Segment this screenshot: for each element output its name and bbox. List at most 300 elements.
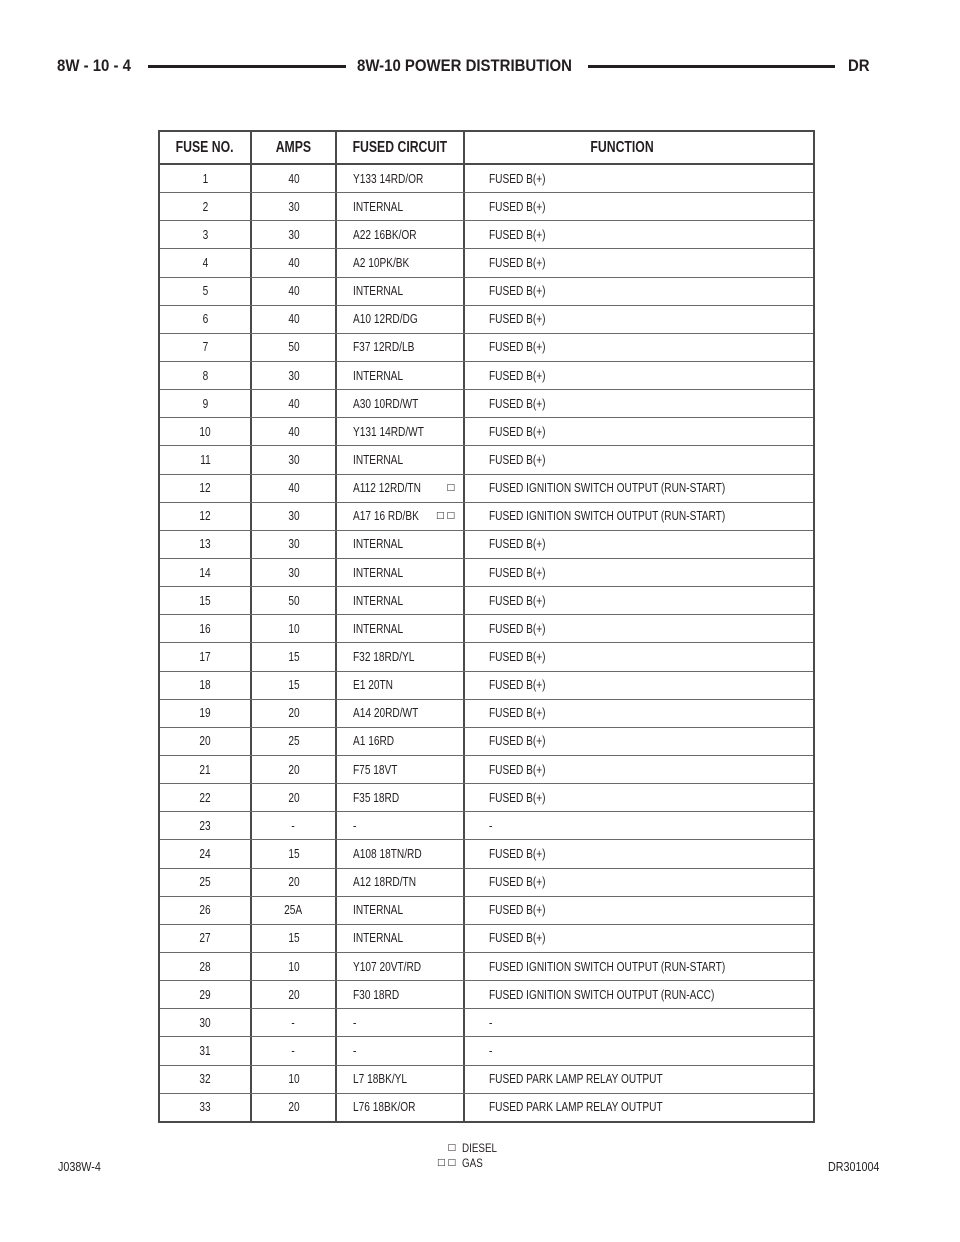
fuse-no-text: 9 [202,396,208,411]
table-row [160,305,813,333]
fused-circuit-text: A112 12RD/TN [353,481,421,496]
function-cell [463,1094,813,1121]
function-text: FUSED B(+) [489,706,546,721]
fused-circuit-cell [335,953,463,980]
column-header-fused-circuit [335,132,463,163]
fused-circuit-text: L76 18BK/OR [353,1100,416,1115]
amps-text: 20 [287,762,300,777]
fuse-no-text: 21 [199,762,211,777]
amps-text: 10 [287,959,300,974]
table-row [160,896,813,924]
fuse-no-text: 2 [202,199,208,214]
fuse-no-cell [160,756,250,783]
fuse-no-text: 11 [199,452,211,467]
amps-cell [250,700,335,727]
amps-cell [250,784,335,811]
function-cell [463,587,813,614]
fused-circuit-cell [335,897,463,924]
fuse-no-cell [160,221,250,248]
function-text: FUSED B(+) [489,565,546,580]
fused-circuit-text: F35 18RD [353,790,400,805]
fuse-no-cell [160,925,250,952]
function-text: FUSED B(+) [489,734,546,749]
fuse-no-cell [160,559,250,586]
function-text: FUSED B(+) [489,875,546,890]
amps-text: 50 [287,593,300,608]
fuse-no-text: 12 [199,481,211,496]
legend-marker: □□ [436,1157,458,1168]
table-row [160,558,813,586]
function-cell [463,981,813,1008]
fuse-no-text: 23 [199,818,211,833]
function-text: FUSED B(+) [489,790,546,805]
fuse-no-cell [160,953,250,980]
amps-cell [250,221,335,248]
fuse-no-cell [160,1066,250,1093]
function-text: FUSED PARK LAMP RELAY OUTPUT [489,1072,663,1087]
amps-text: 15 [287,678,300,693]
fuse-no-cell [160,503,250,530]
amps-text: 10 [287,1072,300,1087]
fused-circuit-cell [335,559,463,586]
amps-cell [250,446,335,473]
fuse-no-cell [160,1009,250,1036]
fused-circuit-text: A108 18TN/RD [353,846,422,861]
fused-circuit-cell [335,1009,463,1036]
function-text: FUSED IGNITION SWITCH OUTPUT (RUN-START) [489,509,726,524]
amps-cell [250,812,335,839]
table-row [160,220,813,248]
amps-cell [250,249,335,276]
table-row [160,1008,813,1036]
fused-circuit-text: INTERNAL [353,931,404,946]
fused-circuit-cell [335,503,463,530]
fused-circuit-text: INTERNAL [353,903,404,918]
function-cell [463,1009,813,1036]
amps-text: 30 [287,368,300,383]
amps-cell [250,643,335,670]
fuse-no-cell [160,615,250,642]
table-row [160,361,813,389]
table-row [160,1036,813,1064]
amps-text: 30 [287,509,300,524]
fused-circuit-text: F30 18RD [353,987,400,1002]
amps-cell [250,869,335,896]
fused-circuit-text: INTERNAL [353,537,404,552]
fuse-no-cell [160,897,250,924]
function-text: FUSED B(+) [489,396,546,411]
fuse-no-text: 8 [202,368,208,383]
fuse-no-cell [160,812,250,839]
function-cell [463,249,813,276]
fuse-no-text: 6 [202,312,208,327]
fused-circuit-text: A12 18RD/TN [353,875,417,890]
fused-circuit-cell [335,278,463,305]
table-row [160,839,813,867]
amps-text: 40 [287,255,300,270]
amps-cell [250,278,335,305]
function-text: FUSED B(+) [489,199,546,214]
table-row [160,1065,813,1093]
function-text: FUSED B(+) [489,227,546,242]
amps-cell [250,1037,335,1064]
fused-circuit-text: A30 10RD/WT [353,396,419,411]
fuse-no-text: 15 [199,593,211,608]
function-text: FUSED IGNITION SWITCH OUTPUT (RUN-START) [489,481,726,496]
table-row [160,165,813,192]
function-cell [463,446,813,473]
fuse-no-cell [160,1094,250,1121]
table-row [160,699,813,727]
fused-circuit-cell [335,643,463,670]
function-text: FUSED B(+) [489,846,546,861]
amps-text: 15 [287,649,300,664]
fuse-table [158,130,815,1123]
table-row [160,586,813,614]
function-cell [463,418,813,445]
amps-text: 20 [287,790,300,805]
fused-circuit-text: A2 10PK/BK [353,255,410,270]
table-row [160,277,813,305]
fused-circuit-cell [335,1094,463,1121]
fused-circuit-text: INTERNAL [353,199,404,214]
table-row [160,502,813,530]
fused-circuit-cell [335,390,463,417]
function-text: FUSED B(+) [489,762,546,777]
fuse-no-text: 25 [199,875,211,890]
fused-circuit-text: INTERNAL [353,452,404,467]
amps-cell [250,193,335,220]
table-row [160,783,813,811]
function-cell [463,700,813,727]
fused-circuit-cell [335,869,463,896]
fuse-no-text: 27 [199,931,211,946]
amps-cell [250,334,335,361]
table-row [160,474,813,502]
fuse-no-cell [160,869,250,896]
fuse-no-cell [160,981,250,1008]
fuse-no-cell [160,587,250,614]
fuse-no-text: 28 [199,959,211,974]
table-row [160,248,813,276]
table-row [160,530,813,558]
function-cell [463,869,813,896]
fused-circuit-cell [335,446,463,473]
function-cell [463,390,813,417]
fuse-no-text: 30 [199,1015,211,1030]
function-cell [463,165,813,192]
fuse-no-text: 19 [199,706,211,721]
amps-text: 20 [287,875,300,890]
fuse-no-cell [160,306,250,333]
function-text: FUSED IGNITION SWITCH OUTPUT (RUN-START) [489,959,726,974]
amps-text: 40 [287,171,300,186]
amps-cell [250,390,335,417]
amps-cell [250,559,335,586]
function-text: - [489,818,493,833]
fuse-no-text: 32 [199,1072,211,1087]
fused-circuit-cell [335,221,463,248]
function-cell [463,531,813,558]
fused-circuit-cell [335,531,463,558]
table-row [160,333,813,361]
fuse-no-cell [160,784,250,811]
legend-marker: □ [447,1142,458,1153]
table-row [160,614,813,642]
function-cell [463,306,813,333]
amps-cell [250,306,335,333]
fused-circuit-text: - [353,1043,357,1058]
table-row [160,671,813,699]
fused-circuit-cell [335,672,463,699]
amps-text: 15 [287,931,300,946]
amps-cell [250,981,335,1008]
fused-circuit-text: F32 18RD/YL [353,649,415,664]
fused-circuit-cell [335,1037,463,1064]
fuse-no-cell [160,840,250,867]
column-header-label: AMPS [275,138,312,156]
function-cell [463,672,813,699]
amps-text: 25 [287,734,300,749]
fuse-no-cell [160,672,250,699]
legend-item [430,1140,550,1155]
amps-cell [250,362,335,389]
function-text: - [489,1015,493,1030]
table-row [160,924,813,952]
fuse-no-text: 10 [199,424,211,439]
amps-cell [250,503,335,530]
fused-circuit-text: INTERNAL [353,621,404,636]
function-cell [463,503,813,530]
amps-cell [250,587,335,614]
function-text: FUSED B(+) [489,340,546,355]
amps-cell [250,1009,335,1036]
fuse-no-text: 7 [202,340,208,355]
fuse-no-text: 33 [199,1100,211,1115]
vehicle-code: DR [848,56,870,75]
fused-circuit-text: A22 16BK/OR [353,227,417,242]
fused-circuit-text: A1 16RD [353,734,395,749]
amps-text: 30 [287,452,300,467]
fuse-no-text: 14 [199,565,211,580]
fused-circuit-text: - [353,818,357,833]
fuse-no-text: 20 [199,734,211,749]
column-header-fuse-no [160,132,250,163]
fuse-no-cell [160,193,250,220]
legend-item [430,1155,550,1170]
function-cell [463,559,813,586]
function-text: FUSED B(+) [489,903,546,918]
fuse-no-text: 22 [199,790,211,805]
fuse-no-text: 12 [199,509,211,524]
amps-text: 15 [287,846,300,861]
amps-cell [250,531,335,558]
fused-circuit-cell [335,756,463,783]
amps-cell [250,728,335,755]
function-cell [463,897,813,924]
fused-circuit-text: INTERNAL [353,368,404,383]
function-cell [463,643,813,670]
figure-code-left: J038W-4 [58,1160,101,1174]
column-header-label: FUNCTION [590,138,654,156]
amps-text: 20 [287,706,300,721]
function-cell [463,475,813,502]
fuse-no-text: 18 [199,678,211,693]
fused-circuit-cell [335,840,463,867]
column-header-amps [250,132,335,163]
function-text: FUSED B(+) [489,284,546,299]
amps-text: 40 [287,396,300,411]
header-rule-left [148,65,346,68]
amps-text: 40 [287,312,300,327]
table-row [160,417,813,445]
amps-cell [250,475,335,502]
fuse-no-text: 29 [199,987,211,1002]
fuel-type-marker: □ [446,483,457,494]
fuse-no-cell [160,531,250,558]
legend-label: GAS [462,1155,483,1170]
function-cell [463,278,813,305]
amps-text: 20 [287,987,300,1002]
fuse-no-cell [160,418,250,445]
function-text: FUSED B(+) [489,255,546,270]
amps-cell [250,840,335,867]
fuse-no-text: 26 [199,903,211,918]
figure-code-right: DR301004 [828,1160,880,1174]
amps-text: 30 [287,537,300,552]
fused-circuit-cell [335,587,463,614]
function-text: FUSED B(+) [489,312,546,327]
amps-text: - [291,1015,296,1030]
fused-circuit-text: INTERNAL [353,565,404,580]
amps-text: - [291,1043,296,1058]
fuel-type-marker: □□ [435,511,457,522]
function-cell [463,615,813,642]
amps-cell [250,756,335,783]
table-row [160,445,813,473]
column-header-function [463,132,813,163]
fused-circuit-cell [335,728,463,755]
fuse-no-cell [160,278,250,305]
function-cell [463,728,813,755]
fuse-no-text: 24 [199,846,211,861]
function-cell [463,953,813,980]
function-cell [463,221,813,248]
table-row [160,727,813,755]
column-header-label: FUSED CIRCUIT [352,138,448,156]
fused-circuit-text: F37 12RD/LB [353,340,415,355]
function-text: FUSED B(+) [489,171,546,186]
fuse-no-cell [160,643,250,670]
fuse-no-cell [160,165,250,192]
table-row [160,980,813,1008]
function-text: - [489,1043,493,1058]
function-text: FUSED B(+) [489,931,546,946]
fuse-no-cell [160,475,250,502]
amps-cell [250,1094,335,1121]
fused-circuit-text: F75 18VT [353,762,398,777]
fuse-no-text: 1 [202,171,208,186]
fused-circuit-text: INTERNAL [353,593,404,608]
table-row [160,755,813,783]
fused-circuit-text: Y133 14RD/OR [353,171,424,186]
fused-circuit-cell [335,334,463,361]
fused-circuit-text: E1 20TN [353,678,393,693]
fused-circuit-cell [335,615,463,642]
table-row [160,811,813,839]
function-cell [463,925,813,952]
section-number: 8W - 10 - 4 [57,56,132,75]
function-text: FUSED B(+) [489,537,546,552]
amps-cell [250,1066,335,1093]
fused-circuit-cell [335,306,463,333]
fuse-no-cell [160,390,250,417]
function-cell [463,334,813,361]
table-body [160,165,813,1121]
amps-text: 30 [287,199,300,214]
amps-text: 25A [284,903,303,918]
fuse-no-cell [160,249,250,276]
function-text: FUSED PARK LAMP RELAY OUTPUT [489,1100,663,1115]
fused-circuit-cell [335,925,463,952]
fused-circuit-cell [335,418,463,445]
fused-circuit-cell [335,812,463,839]
function-cell [463,756,813,783]
fuse-no-text: 13 [199,537,211,552]
fuse-no-cell [160,362,250,389]
amps-text: 50 [287,340,300,355]
amps-cell [250,672,335,699]
fuse-no-text: 3 [202,227,208,242]
fused-circuit-text: A10 12RD/DG [353,312,418,327]
function-cell [463,362,813,389]
function-text: FUSED B(+) [489,452,546,467]
amps-text: 20 [287,1100,300,1115]
column-header-label: FUSE NO. [176,138,234,156]
fuse-no-cell [160,1037,250,1064]
amps-cell [250,615,335,642]
table-row [160,868,813,896]
fuse-no-cell [160,700,250,727]
amps-text: 40 [287,424,300,439]
amps-cell [250,418,335,445]
fused-circuit-text: Y107 20VT/RD [353,959,422,974]
function-cell [463,193,813,220]
function-text: FUSED B(+) [489,678,546,693]
function-text: FUSED B(+) [489,593,546,608]
amps-text: 40 [287,481,300,496]
amps-cell [250,953,335,980]
fused-circuit-cell [335,249,463,276]
fused-circuit-cell [335,1066,463,1093]
table-header-row [160,132,813,165]
function-cell [463,1066,813,1093]
fused-circuit-text: A17 16 RD/BK [353,509,419,524]
fused-circuit-cell [335,193,463,220]
fused-circuit-text: INTERNAL [353,284,404,299]
fused-circuit-cell [335,700,463,727]
function-cell [463,812,813,839]
fuse-no-text: 31 [199,1043,211,1058]
fuse-no-cell [160,446,250,473]
amps-text: 30 [287,565,300,580]
amps-cell [250,925,335,952]
fused-circuit-text: L7 18BK/YL [353,1072,408,1087]
table-row [160,389,813,417]
fuse-no-text: 16 [199,621,211,636]
legend-label: DIESEL [462,1140,498,1155]
fused-circuit-cell [335,362,463,389]
